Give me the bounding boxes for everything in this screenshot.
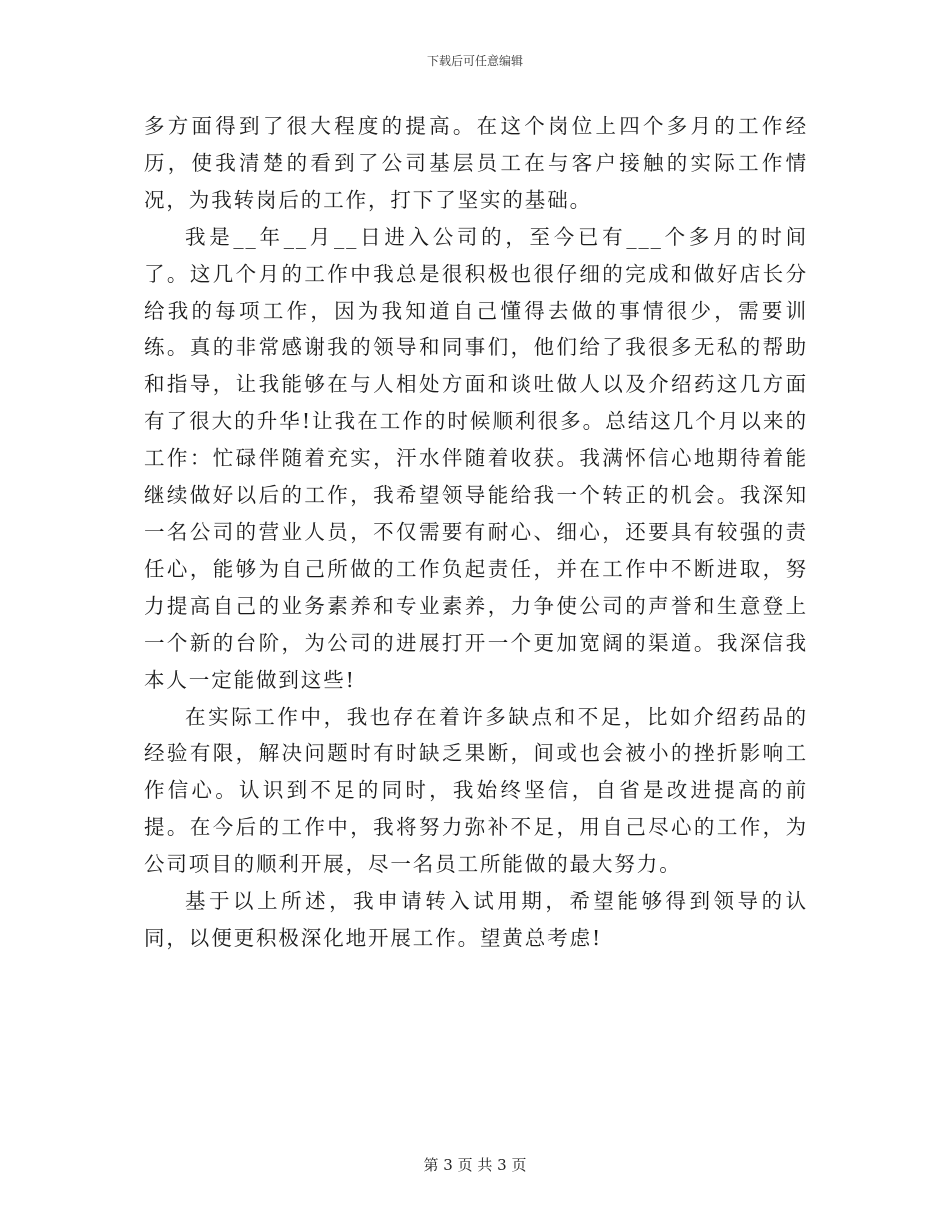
paragraph-2: 我是__年__月__日进入公司的，至今已有___个多月的时间了。这几个月的工作中我总是很积极也很仔细的完成和做好店长分给我的每项工作，因为我知道自己懂得去做的事情很少，需要训练。真的非常感谢我的领导和同事们，他们给了我很多无私的帮助和指导，让我能够在与人相处方面和谈吐做人以及介绍药这几方面有了很大的升华!让我在工作的时候顺利很多。总结这几个月以来的工作：忙碌伴随着充实，汗水伴随着收获。我满怀信心地期待着能继续做好以后的工作，我希望领导能给我一个转正的机会。我深知一名公司的营业人员，不仅需要有耐心、细心，还要具有较强的责任心，能够为自己所做的工作负起责任，并在工作中不断进取，努力提高自己的业务素养和专业素养，力争使公司的声誉和生意登上一个新的台阶，为公司的进展打开一个更加宽阔的渠道。我深信我本人一定能做到这些!: [144, 224, 808, 692]
page-header-note: 下载后可任意编辑: [426, 54, 523, 68]
paragraph-3: 在实际工作中，我也存在着许多缺点和不足，比如介绍药品的经验有限，解决问题时有时缺乏果断，间或也会被小的挫折影响工作信心。认识到不足的同时，我始终坚信，自省是改进提高的前提。在今后的工作中，我将努力弥补不足，用自己尽心的工作，为公司项目的顺利开展，尽一名员工所能做的最大努力。: [144, 704, 808, 877]
document-body: [144, 108, 808, 957]
paragraph-4: 基于以上所述，我申请转入试用期，希望能够得到领导的认同，以便更积极深化地开展工作。望黄总考虑!: [144, 889, 808, 950]
paragraph-1: 多方面得到了很大程度的提高。在这个岗位上四个多月的工作经历，使我清楚的看到了公司基层员工在与客户接触的实际工作情况，为我转岗后的工作，打下了坚实的基础。: [144, 114, 808, 212]
page-number-footer: 第 3 页 共 3 页: [423, 1156, 527, 1174]
